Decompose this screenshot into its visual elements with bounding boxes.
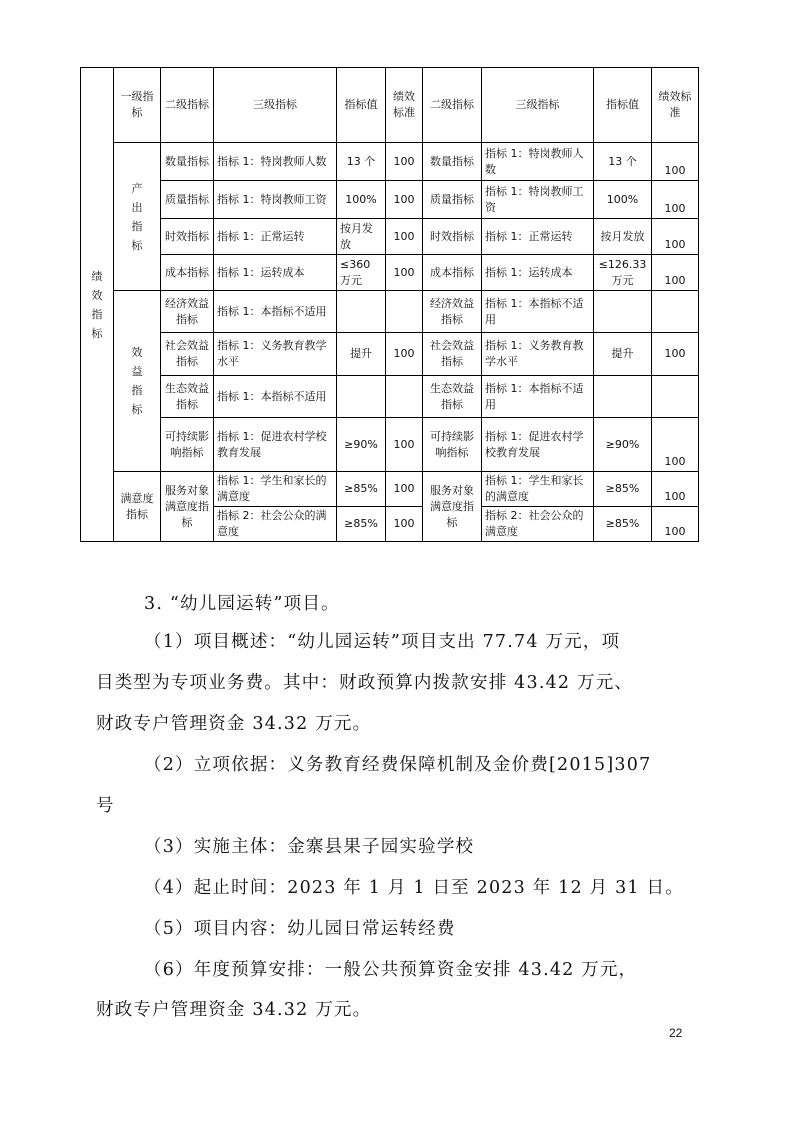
- cell-score-a: [386, 291, 423, 333]
- cell-value-a: 提升: [337, 333, 386, 376]
- paragraph-line: （3）实施主体：金寨县果子园实验学校: [144, 837, 475, 857]
- cell-level3-a: 指标 1：本指标不适用: [214, 291, 337, 333]
- cell-score-a: 100: [386, 472, 423, 507]
- cell-level3-b: 指标 1：本指标不适用: [482, 291, 594, 333]
- cell-level2-b: 时效指标: [423, 219, 482, 255]
- cell-level2-b: 质量指标: [423, 181, 482, 219]
- paragraph-line: （5）项目内容：幼儿园日常运转经费: [144, 919, 456, 939]
- header-value-a: 指标值: [337, 68, 386, 143]
- paragraph-line: 财政专户管理资金 34.32 万元。: [96, 714, 372, 734]
- cell-score-a: 100: [386, 219, 423, 255]
- cell-score-a: 100: [386, 181, 423, 219]
- paragraph-line: 财政专户管理资金 34.32 万元。: [96, 1000, 372, 1020]
- cell-level3-b: 指标 1：学生和家长的满意度: [482, 472, 594, 507]
- table-header-row: [81, 68, 699, 143]
- table-body: [81, 68, 699, 542]
- cell-value-b: 13 个: [594, 143, 652, 181]
- cell-level2-a: 服务对象满意度指标: [161, 472, 214, 542]
- table-row: [81, 181, 699, 219]
- header-level2-b: 二级指标: [423, 68, 482, 143]
- cell-level3-a: 指标 1：运转成本: [214, 255, 337, 291]
- cell-value-b: ≥90%: [594, 418, 652, 472]
- paragraph-line: （4）起止时间：2023 年 1 月 1 日至 2023 年 12 月 31 日。: [144, 878, 684, 898]
- cell-level2-b: 服务对象满意度指标: [423, 472, 482, 542]
- header-level2-a: 二级指标: [161, 68, 214, 143]
- cell-level2-a: 社会效益指标: [161, 333, 214, 376]
- table-row: [81, 376, 699, 418]
- performance-indicator-table: [80, 67, 699, 542]
- header-value-b: 指标值: [594, 68, 652, 143]
- group-output: [114, 143, 161, 291]
- cell-value-b: [594, 376, 652, 418]
- cell-score-b: 100: [652, 472, 699, 507]
- cell-score-b: 100: [652, 333, 699, 376]
- cell-value-b: ≥85%: [594, 472, 652, 507]
- cell-value-a: ≥85%: [337, 472, 386, 507]
- cell-level3-a: 指标 1：义务教育教学水平: [214, 333, 337, 376]
- cell-level3-a: 指标 1：学生和家长的满意度: [214, 472, 337, 507]
- cell-score-b: 100: [652, 143, 699, 181]
- header-level3-a: 三级指标: [214, 68, 337, 143]
- cell-level3-b: 指标 1：特岗教师人数: [482, 143, 594, 181]
- cell-score-b: 100: [652, 181, 699, 219]
- cell-value-b: ≥85%: [594, 507, 652, 542]
- header-score-b: 绩效标准: [652, 68, 699, 143]
- header-score-a: 绩效标准: [386, 68, 423, 143]
- cell-score-b: 100: [652, 255, 699, 291]
- cell-level2-a: 时效指标: [161, 219, 214, 255]
- cell-level2-a: 生态效益指标: [161, 376, 214, 418]
- header-level3-b: 三级指标: [482, 68, 594, 143]
- cell-value-a: 13 个: [337, 143, 386, 181]
- cell-level2-b: 成本指标: [423, 255, 482, 291]
- cell-level2-b: 可持续影响指标: [423, 418, 482, 472]
- cell-score-b: [652, 376, 699, 418]
- cell-value-b: ≤126.33 万元: [594, 255, 652, 291]
- cell-value-a: ≥85%: [337, 507, 386, 542]
- cell-level3-b: 指标 1：义务教育教学水平: [482, 333, 594, 376]
- cell-value-a: 100%: [337, 181, 386, 219]
- table-row: [81, 418, 699, 472]
- cell-level3-a: 指标 1：促进农村学校教育发展: [214, 418, 337, 472]
- group-satisfaction: 满意度指标: [114, 472, 161, 542]
- cell-level3-b: 指标 1：本指标不适用: [482, 376, 594, 418]
- paragraph-heading: 3. “幼儿园运转”项目。: [144, 594, 340, 614]
- page-number: 22: [669, 1026, 683, 1040]
- cell-level3-b: 指标 1：运转成本: [482, 255, 594, 291]
- header-level1: 一级指标: [114, 68, 161, 143]
- cell-level3-b: 指标 1：特岗教师工资: [482, 181, 594, 219]
- cell-value-a: ≤360 万元: [337, 255, 386, 291]
- cell-level3-b: 指标 1：正常运转: [482, 219, 594, 255]
- cell-value-a: [337, 291, 386, 333]
- cell-level2-b: 数量指标: [423, 143, 482, 181]
- table-row: [81, 143, 699, 181]
- cell-level3-a: 指标 1：正常运转: [214, 219, 337, 255]
- cell-score-b: [652, 291, 699, 333]
- table-row: [81, 219, 699, 255]
- cell-value-a: 按月发放: [337, 219, 386, 255]
- table-row: [81, 472, 699, 507]
- table-row: [81, 333, 699, 376]
- table-row: [81, 255, 699, 291]
- cell-level3-a: 指标 1：特岗教师工资: [214, 181, 337, 219]
- group-benefit: [114, 291, 161, 472]
- cell-value-b: [594, 291, 652, 333]
- cell-value-b: 按月发放: [594, 219, 652, 255]
- cell-level3-a: 指标 1：本指标不适用: [214, 376, 337, 418]
- cell-score-a: 100: [386, 507, 423, 542]
- cell-level2-a: 数量指标: [161, 143, 214, 181]
- paragraph-line: （1）项目概述：“幼儿园运转”项目支出 77.74 万元，项: [144, 632, 621, 652]
- paragraph-line: 目类型为专项业务费。其中：财政预算内拨款安排 43.42 万元、: [96, 673, 634, 693]
- outer-label: 绩效指标: [91, 269, 103, 340]
- cell-score-b: 100: [652, 219, 699, 255]
- group-output-label: 产出指标: [131, 181, 143, 252]
- cell-score-a: 100: [386, 143, 423, 181]
- cell-score-b: 100: [652, 507, 699, 542]
- cell-score-a: 100: [386, 333, 423, 376]
- cell-value-a: [337, 376, 386, 418]
- cell-level2-b: 社会效益指标: [423, 333, 482, 376]
- group-benefit-label: 效益指标: [131, 346, 143, 416]
- cell-level2-a: 可持续影响指标: [161, 418, 214, 472]
- cell-score-b: 100: [652, 418, 699, 472]
- cell-level3-a: 指标 1：特岗教师人数: [214, 143, 337, 181]
- cell-score-a: 100: [386, 255, 423, 291]
- cell-score-a: [386, 376, 423, 418]
- table-row: [81, 291, 699, 333]
- outer-label-cell: [81, 68, 114, 542]
- paragraph-line: （6）年度预算安排：一般公共预算资金安排 43.42 万元，: [144, 960, 638, 980]
- paragraph-line: 号: [96, 796, 115, 816]
- cell-level2-a: 质量指标: [161, 181, 214, 219]
- cell-level2-b: 经济效益指标: [423, 291, 482, 333]
- cell-level3-b: 指标 2：社会公众的满意度: [482, 507, 594, 542]
- cell-level2-a: 成本指标: [161, 255, 214, 291]
- cell-value-b: 提升: [594, 333, 652, 376]
- cell-value-a: ≥90%: [337, 418, 386, 472]
- cell-level3-b: 指标 1：促进农村学校教育发展: [482, 418, 594, 472]
- cell-level3-a: 指标 2：社会公众的满意度: [214, 507, 337, 542]
- paragraph-line: （2）立项依据：义务教育经费保障机制及金价费[2015]307: [144, 755, 652, 775]
- cell-level2-b: 生态效益指标: [423, 376, 482, 418]
- cell-value-b: 100%: [594, 181, 652, 219]
- cell-score-a: 100: [386, 418, 423, 472]
- cell-level2-a: 经济效益指标: [161, 291, 214, 333]
